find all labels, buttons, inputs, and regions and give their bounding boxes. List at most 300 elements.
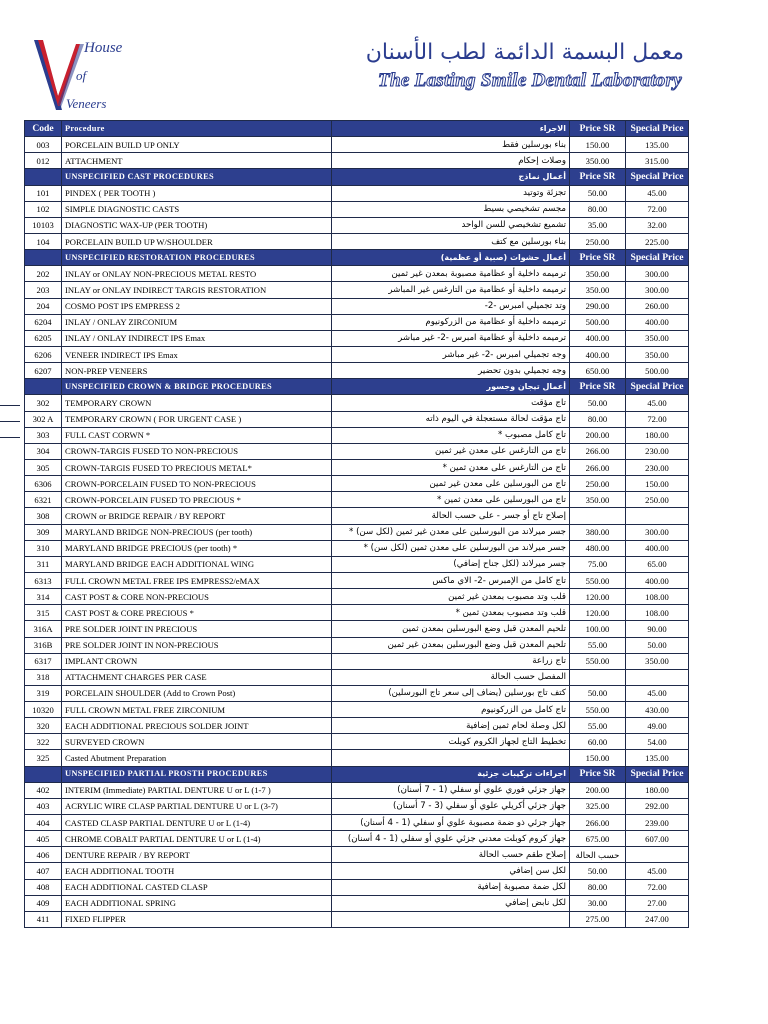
cell-price: 350.00 xyxy=(570,153,626,169)
cell-procedure-arabic: لكل نابض إضافي xyxy=(332,895,570,911)
cell-price: 350.00 xyxy=(570,266,626,282)
cell-procedure: EACH ADDITIONAL CASTED CLASP xyxy=(62,879,332,895)
table-row xyxy=(25,702,689,718)
cell-procedure: PRE SOLDER JOINT IN PRECIOUS xyxy=(62,621,332,637)
table-row xyxy=(25,266,689,282)
cell-special-price: 400.00 xyxy=(626,572,689,588)
cell-special-price: 350.00 xyxy=(626,653,689,669)
section-header-row xyxy=(25,766,689,782)
cell-code: 305 xyxy=(25,459,62,475)
header-cell-special-price: Special Price xyxy=(626,121,689,137)
margin-tick xyxy=(0,421,20,422)
cell-code: 325 xyxy=(25,750,62,766)
cell-code: 309 xyxy=(25,524,62,540)
section-title-arabic-cell: اجراءات تركيبات جزئية xyxy=(332,766,570,782)
cell-procedure-arabic: تاج زراعة xyxy=(332,653,570,669)
cell-special-price: 239.00 xyxy=(626,815,689,831)
cell-code: 408 xyxy=(25,879,62,895)
table-row xyxy=(25,185,689,201)
cell-procedure: INLAY or ONLAY INDIRECT TARGIS RESTORATION xyxy=(62,282,332,298)
cell-price: 80.00 xyxy=(570,201,626,217)
cell-procedure-arabic: تجزئة وتوتيد xyxy=(332,185,570,201)
cell-procedure: MARYLAND BRIDGE EACH ADDITIONAL WING xyxy=(62,556,332,572)
table-row xyxy=(25,330,689,346)
cell-special-price: 350.00 xyxy=(626,346,689,362)
header-cell-price: Price SR xyxy=(570,121,626,137)
cell-price: 35.00 xyxy=(570,217,626,233)
cell-code: 6313 xyxy=(25,572,62,588)
logo-word-of: of xyxy=(76,68,87,83)
cell-special-price: 315.00 xyxy=(626,153,689,169)
cell-procedure: MARYLAND BRIDGE NON-PRECIOUS (per tooth) xyxy=(62,524,332,540)
cell-procedure: CAST POST & CORE NON-PRECIOUS xyxy=(62,589,332,605)
section-title-cell: UNSPECIFIED CROWN & BRIDGE PROCEDURES xyxy=(62,379,332,395)
cell-code: 302 xyxy=(25,395,62,411)
table-row xyxy=(25,685,689,701)
cell-procedure: SIMPLE DIAGNOSTIC CASTS xyxy=(62,201,332,217)
cell-special-price: 90.00 xyxy=(626,621,689,637)
table-row xyxy=(25,282,689,298)
table-row xyxy=(25,556,689,572)
cell-price: 200.00 xyxy=(570,782,626,798)
table-row xyxy=(25,476,689,492)
cell-procedure-arabic: لكل سن إضافي xyxy=(332,863,570,879)
cell-price: 250.00 xyxy=(570,233,626,249)
cell-special-price: 72.00 xyxy=(626,201,689,217)
cell-procedure-arabic: إصلاح تاج أو جسر - على حسب الحالة xyxy=(332,508,570,524)
cell-special-price xyxy=(626,508,689,524)
cell-procedure: CASTED CLASP PARTIAL DENTURE U or L (1-4) xyxy=(62,815,332,831)
cell-procedure-arabic: تاج كامل من الإمبرس -2- الاي ماكس xyxy=(332,572,570,588)
cell-special-price: 32.00 xyxy=(626,217,689,233)
table-row xyxy=(25,298,689,314)
cell-special-price: 292.00 xyxy=(626,798,689,814)
cell-special-price: 45.00 xyxy=(626,185,689,201)
cell-special-price: 230.00 xyxy=(626,443,689,459)
cell-procedure-arabic: تاج مؤقت لحالة مستعجلة في اليوم ذاته xyxy=(332,411,570,427)
header-cell-code xyxy=(25,250,62,266)
cell-procedure-arabic: جسر ميرلاند من البورسلين على معدن ثمين (لكل سن) * xyxy=(332,540,570,556)
cell-procedure: PORCELAIN BUILD UP ONLY xyxy=(62,137,332,153)
cell-procedure-arabic: جهاز كروم كوبلت معدني جزئي علوي أو سفلي (1 - 4 أسنان) xyxy=(332,831,570,847)
cell-procedure-arabic: لكل وصلة لحام ثمين إضافية xyxy=(332,718,570,734)
cell-code: 404 xyxy=(25,815,62,831)
cell-code: 203 xyxy=(25,282,62,298)
cell-special-price: 45.00 xyxy=(626,863,689,879)
cell-price: 50.00 xyxy=(570,685,626,701)
cell-procedure-arabic: وجه تجميلي بدون تحضير xyxy=(332,363,570,379)
cell-special-price: 300.00 xyxy=(626,524,689,540)
cell-price: 50.00 xyxy=(570,863,626,879)
cell-procedure-arabic: ترميمه داخلية أو عظامية من الزركونيوم xyxy=(332,314,570,330)
cell-code: 308 xyxy=(25,508,62,524)
cell-special-price: 50.00 xyxy=(626,637,689,653)
cell-procedure-arabic: تشميع تشخيصي للسن الواحد xyxy=(332,217,570,233)
cell-procedure: EACH ADDITIONAL TOOTH xyxy=(62,863,332,879)
cell-procedure-arabic: جسر ميرلاند (لكل جناح إضافي) xyxy=(332,556,570,572)
cell-price: 250.00 xyxy=(570,476,626,492)
cell-procedure: ATTACHMENT CHARGES PER CASE xyxy=(62,669,332,685)
header-cell-code xyxy=(25,766,62,782)
cell-procedure-arabic: جهاز جزئي فوري علوي أو سفلي (1 - 7 أسنان) xyxy=(332,782,570,798)
cell-special-price: 72.00 xyxy=(626,879,689,895)
cell-code: 204 xyxy=(25,298,62,314)
cell-price: 550.00 xyxy=(570,653,626,669)
table-row xyxy=(25,815,689,831)
cell-price: 480.00 xyxy=(570,540,626,556)
cell-price: 75.00 xyxy=(570,556,626,572)
cell-special-price: 180.00 xyxy=(626,427,689,443)
cell-procedure: MARYLAND BRIDGE PRECIOUS (per tooth) * xyxy=(62,540,332,556)
section-header-row xyxy=(25,169,689,185)
table-row xyxy=(25,847,689,863)
table-row xyxy=(25,572,689,588)
cell-code: 202 xyxy=(25,266,62,282)
table-row xyxy=(25,540,689,556)
cell-code: 311 xyxy=(25,556,62,572)
table-row xyxy=(25,137,689,153)
logo-word-house: House xyxy=(84,40,123,56)
cell-special-price: 108.00 xyxy=(626,589,689,605)
cell-code: 316A xyxy=(25,621,62,637)
cell-price: 120.00 xyxy=(570,605,626,621)
table-row xyxy=(25,443,689,459)
cell-special-price xyxy=(626,669,689,685)
cell-price: 275.00 xyxy=(570,911,626,927)
cell-price: 55.00 xyxy=(570,637,626,653)
cell-price: 80.00 xyxy=(570,411,626,427)
table-row xyxy=(25,314,689,330)
header-cell-special-price: Special Price xyxy=(626,250,689,266)
cell-code: 012 xyxy=(25,153,62,169)
cell-price: 325.00 xyxy=(570,798,626,814)
cell-special-price: 27.00 xyxy=(626,895,689,911)
cell-price xyxy=(570,669,626,685)
cell-code: 406 xyxy=(25,847,62,863)
cell-code: 320 xyxy=(25,718,62,734)
cell-code: 104 xyxy=(25,233,62,249)
cell-price: 80.00 xyxy=(570,879,626,895)
table-row xyxy=(25,153,689,169)
document-header xyxy=(0,0,768,118)
cell-procedure: FULL CROWN METAL FREE ZIRCONIUM xyxy=(62,702,332,718)
cell-code: 10103 xyxy=(25,217,62,233)
cell-code: 310 xyxy=(25,540,62,556)
logo-word-veneers: Veneers xyxy=(66,96,107,111)
cell-price: 30.00 xyxy=(570,895,626,911)
cell-price: 120.00 xyxy=(570,589,626,605)
cell-procedure-arabic: لكل ضمة مصبوبة إضافية xyxy=(332,879,570,895)
header-cell-price: Price SR xyxy=(570,766,626,782)
cell-price: 55.00 xyxy=(570,718,626,734)
cell-code: 6207 xyxy=(25,363,62,379)
cell-code: 6204 xyxy=(25,314,62,330)
cell-special-price: 430.00 xyxy=(626,702,689,718)
cell-special-price: 500.00 xyxy=(626,363,689,379)
section-header-row xyxy=(25,121,689,137)
cell-special-price: 260.00 xyxy=(626,298,689,314)
cell-procedure-arabic: جهاز جزئي أكريلي علوي أو سفلي (3 - 7 أسنان) xyxy=(332,798,570,814)
cell-code: 303 xyxy=(25,427,62,443)
table-row xyxy=(25,895,689,911)
cell-procedure-arabic: بناء بورسلين فقط xyxy=(332,137,570,153)
cell-price: 500.00 xyxy=(570,314,626,330)
section-title-arabic-cell: أعمال حشوات (صبية أو عظمية) xyxy=(332,250,570,266)
cell-procedure: CROWN-TARGIS FUSED TO NON-PRECIOUS xyxy=(62,443,332,459)
cell-special-price: 230.00 xyxy=(626,459,689,475)
table-row xyxy=(25,233,689,249)
header-cell-special-price: Special Price xyxy=(626,766,689,782)
section-title-cell: UNSPECIFIED PARTIAL PROSTH PROCEDURES xyxy=(62,766,332,782)
table-row xyxy=(25,637,689,653)
cell-procedure-arabic: وتد تجميلي امبرس -2- xyxy=(332,298,570,314)
cell-procedure-arabic: تاج مؤقت xyxy=(332,395,570,411)
cell-price: 150.00 xyxy=(570,750,626,766)
cell-price: 266.00 xyxy=(570,815,626,831)
header-cell-special-price: Special Price xyxy=(626,379,689,395)
table-row xyxy=(25,782,689,798)
table-row xyxy=(25,524,689,540)
cell-procedure-arabic: قلب وتد مصبوب بمعدن ثمين * xyxy=(332,605,570,621)
header-cell-price: Price SR xyxy=(570,250,626,266)
table-row xyxy=(25,734,689,750)
table-row xyxy=(25,395,689,411)
header-cell-code: Code xyxy=(25,121,62,137)
cell-procedure: PORCELAIN BUILD UP W/SHOULDER xyxy=(62,233,332,249)
table-row xyxy=(25,879,689,895)
section-title-cell: UNSPECIFIED RESTORATION PROCEDURES xyxy=(62,250,332,266)
table-row xyxy=(25,346,689,362)
cell-procedure: INLAY / ONLAY INDIRECT IPS Emax xyxy=(62,330,332,346)
section-header-row xyxy=(25,379,689,395)
cell-procedure: NON-PREP VENEERS xyxy=(62,363,332,379)
price-list-table xyxy=(24,120,689,928)
cell-price: 200.00 xyxy=(570,427,626,443)
cell-procedure-arabic: تاج من البورسلين على معدن ثمين * xyxy=(332,492,570,508)
cell-special-price: 250.00 xyxy=(626,492,689,508)
table-row xyxy=(25,750,689,766)
cell-procedure: TEMPORARY CROWN xyxy=(62,395,332,411)
cell-procedure-arabic: جهاز جزئي ذو ضمة مصبوبة علوي أو سفلي (1 - 4 أسنان) xyxy=(332,815,570,831)
cell-procedure: PORCELAIN SHOULDER (Add to Crown Post) xyxy=(62,685,332,701)
table-row xyxy=(25,589,689,605)
cell-code: 315 xyxy=(25,605,62,621)
cell-procedure: PINDEX ( PER TOOTH ) xyxy=(62,185,332,201)
cell-special-price: 300.00 xyxy=(626,282,689,298)
cell-price: 550.00 xyxy=(570,572,626,588)
cell-procedure: INLAY / ONLAY ZIRCONIUM xyxy=(62,314,332,330)
cell-procedure: Casted Abutment Preparation xyxy=(62,750,332,766)
cell-procedure: SURVEYED CROWN xyxy=(62,734,332,750)
cell-price: 650.00 xyxy=(570,363,626,379)
lab-name-english: The Lasting Smile Dental Laboratory xyxy=(378,70,682,91)
section-title-cell: UNSPECIFIED CAST PROCEDURES xyxy=(62,169,332,185)
cell-special-price: 225.00 xyxy=(626,233,689,249)
cell-special-price: 350.00 xyxy=(626,330,689,346)
cell-procedure: COSMO POST IPS EMPRESS 2 xyxy=(62,298,332,314)
cell-code: 402 xyxy=(25,782,62,798)
cell-procedure: CAST POST & CORE PRECIOUS * xyxy=(62,605,332,621)
cell-price: 60.00 xyxy=(570,734,626,750)
cell-special-price: 72.00 xyxy=(626,411,689,427)
cell-code: 411 xyxy=(25,911,62,927)
table-row xyxy=(25,621,689,637)
cell-special-price: 180.00 xyxy=(626,782,689,798)
cell-special-price: 45.00 xyxy=(626,395,689,411)
cell-procedure: CROWN-TARGIS FUSED TO PRECIOUS METAL* xyxy=(62,459,332,475)
table-row xyxy=(25,669,689,685)
cell-procedure-arabic: كتف تاج بورسلين (يضاف إلى سعر تاج البورسلين) xyxy=(332,685,570,701)
cell-code: 403 xyxy=(25,798,62,814)
table-row xyxy=(25,201,689,217)
cell-special-price: 300.00 xyxy=(626,266,689,282)
cell-procedure: CROWN or BRIDGE REPAIR / BY REPORT xyxy=(62,508,332,524)
cell-special-price: 65.00 xyxy=(626,556,689,572)
cell-procedure-arabic: تلحيم المعدن قبل وضع البورسلين بمعدن غير ثمين xyxy=(332,637,570,653)
cell-price: 380.00 xyxy=(570,524,626,540)
cell-code: 6321 xyxy=(25,492,62,508)
cell-procedure: ACRYLIC WIRE CLASP PARTIAL DENTURE U or L (3-7) xyxy=(62,798,332,814)
cell-price: 150.00 xyxy=(570,137,626,153)
table-row xyxy=(25,798,689,814)
header-cell-code xyxy=(25,379,62,395)
table-row xyxy=(25,217,689,233)
margin-tick xyxy=(0,405,20,406)
cell-code: 6206 xyxy=(25,346,62,362)
cell-special-price: 400.00 xyxy=(626,314,689,330)
cell-code: 10320 xyxy=(25,702,62,718)
cell-code: 319 xyxy=(25,685,62,701)
cell-procedure: CROWN-PORCELAIN FUSED TO PRECIOUS * xyxy=(62,492,332,508)
cell-procedure: DIAGNOSTIC WAX-UP (PER TOOTH) xyxy=(62,217,332,233)
table-row xyxy=(25,363,689,379)
cell-procedure-arabic: بناء بورسلين مع كتف xyxy=(332,233,570,249)
cell-procedure-arabic: جسر ميرلاند من البورسلين على معدن غير ثمين (لكل سن) * xyxy=(332,524,570,540)
cell-special-price: 400.00 xyxy=(626,540,689,556)
cell-procedure-arabic: ترميمه داخلية أو عظامية من التارغس غير المباشر xyxy=(332,282,570,298)
cell-procedure: INLAY or ONLAY NON-PRECIOUS METAL RESTO xyxy=(62,266,332,282)
cell-special-price: 150.00 xyxy=(626,476,689,492)
cell-procedure-arabic: تخطيط التاج لجهاز الكروم كوبلت xyxy=(332,734,570,750)
cell-special-price: 45.00 xyxy=(626,685,689,701)
section-title-arabic-cell: أعمال تيجان وجسور xyxy=(332,379,570,395)
cell-code: 6317 xyxy=(25,653,62,669)
section-title-arabic-cell: الاجراء xyxy=(332,121,570,137)
cell-procedure-arabic xyxy=(332,911,570,927)
cell-procedure-arabic: مجسم تشخيصي بسيط xyxy=(332,201,570,217)
cell-special-price: 135.00 xyxy=(626,137,689,153)
cell-procedure: VENEER INDIRECT IPS Emax xyxy=(62,346,332,362)
cell-procedure-arabic: تاج من التارغس على معدن غير ثمين xyxy=(332,443,570,459)
table-row xyxy=(25,411,689,427)
cell-procedure-arabic: تلحيم المعدن قبل وضع البورسلين بمعدن ثمين xyxy=(332,621,570,637)
cell-code: 102 xyxy=(25,201,62,217)
cell-price: 266.00 xyxy=(570,459,626,475)
cell-special-price: 54.00 xyxy=(626,734,689,750)
table-row xyxy=(25,911,689,927)
cell-procedure: ATTACHMENT xyxy=(62,153,332,169)
cell-price: 350.00 xyxy=(570,282,626,298)
table-row xyxy=(25,492,689,508)
cell-procedure: CHROME COBALT PARTIAL DENTURE U or L (1-4) xyxy=(62,831,332,847)
cell-procedure: IMPLANT CROWN xyxy=(62,653,332,669)
cell-procedure: FULL CROWN METAL FREE IPS EMPRESS2/eMAX xyxy=(62,572,332,588)
cell-special-price: 607.00 xyxy=(626,831,689,847)
cell-code: 318 xyxy=(25,669,62,685)
cell-code: 6205 xyxy=(25,330,62,346)
cell-code: 409 xyxy=(25,895,62,911)
cell-procedure-arabic: إصلاح طقم حسب الحالة xyxy=(332,847,570,863)
table-row xyxy=(25,427,689,443)
cell-price: 100.00 xyxy=(570,621,626,637)
cell-price: 400.00 xyxy=(570,346,626,362)
cell-price: 266.00 xyxy=(570,443,626,459)
cell-price: 350.00 xyxy=(570,492,626,508)
table-row xyxy=(25,508,689,524)
cell-price: 290.00 xyxy=(570,298,626,314)
cell-special-price: 108.00 xyxy=(626,605,689,621)
table-row xyxy=(25,459,689,475)
header-cell-special-price: Special Price xyxy=(626,169,689,185)
cell-procedure: DENTURE REPAIR / BY REPORT xyxy=(62,847,332,863)
cell-procedure: EACH ADDITIONAL SPRING xyxy=(62,895,332,911)
cell-procedure: PRE SOLDER JOINT IN NON-PRECIOUS xyxy=(62,637,332,653)
cell-code: 003 xyxy=(25,137,62,153)
cell-procedure: EACH ADDITIONAL PRECIOUS SOLDER JOINT xyxy=(62,718,332,734)
header-cell-price: Price SR xyxy=(570,169,626,185)
cell-price: 400.00 xyxy=(570,330,626,346)
cell-procedure-arabic: ترميمه داخلية أو عظامية مصبوبة بمعدن غير ثمين xyxy=(332,266,570,282)
section-header-row xyxy=(25,250,689,266)
cell-procedure-arabic: تاج من التارغس على معدن ثمين * xyxy=(332,459,570,475)
cell-price: حسب الحالة xyxy=(570,847,626,863)
cell-code: 302 A xyxy=(25,411,62,427)
cell-price: 550.00 xyxy=(570,702,626,718)
cell-code: 407 xyxy=(25,863,62,879)
cell-special-price: 135.00 xyxy=(626,750,689,766)
cell-price: 50.00 xyxy=(570,185,626,201)
table-row xyxy=(25,718,689,734)
cell-procedure: FULL CAST CORWN * xyxy=(62,427,332,443)
section-title-cell: Procedure xyxy=(62,121,332,137)
cell-procedure-arabic: تاج كامل من الزركونيوم xyxy=(332,702,570,718)
cell-procedure-arabic: تاج من البورسلين على معدن غير ثمين xyxy=(332,476,570,492)
cell-special-price: 247.00 xyxy=(626,911,689,927)
cell-procedure-arabic: وجه تجميلي امبرس -2- غير مباشر xyxy=(332,346,570,362)
cell-code: 314 xyxy=(25,589,62,605)
cell-code: 101 xyxy=(25,185,62,201)
table-row xyxy=(25,863,689,879)
cell-code: 405 xyxy=(25,831,62,847)
section-title-arabic-cell: أعمال نماذج xyxy=(332,169,570,185)
cell-price: 50.00 xyxy=(570,395,626,411)
cell-procedure-arabic: قلب وتد مصبوب بمعدن غير ثمين xyxy=(332,589,570,605)
cell-procedure-arabic: وصلات إحكام xyxy=(332,153,570,169)
cell-procedure: TEMPORARY CROWN ( FOR URGENT CASE ) xyxy=(62,411,332,427)
cell-procedure: CROWN-PORCELAIN FUSED TO NON-PRECIOUS xyxy=(62,476,332,492)
cell-code: 316B xyxy=(25,637,62,653)
cell-special-price xyxy=(626,847,689,863)
cell-code: 322 xyxy=(25,734,62,750)
table-row xyxy=(25,831,689,847)
table-row xyxy=(25,605,689,621)
cell-procedure: FIXED FLIPPER xyxy=(62,911,332,927)
margin-tick xyxy=(0,437,20,438)
cell-procedure-arabic xyxy=(332,750,570,766)
table-row xyxy=(25,653,689,669)
header-cell-code xyxy=(25,169,62,185)
header-cell-price: Price SR xyxy=(570,379,626,395)
